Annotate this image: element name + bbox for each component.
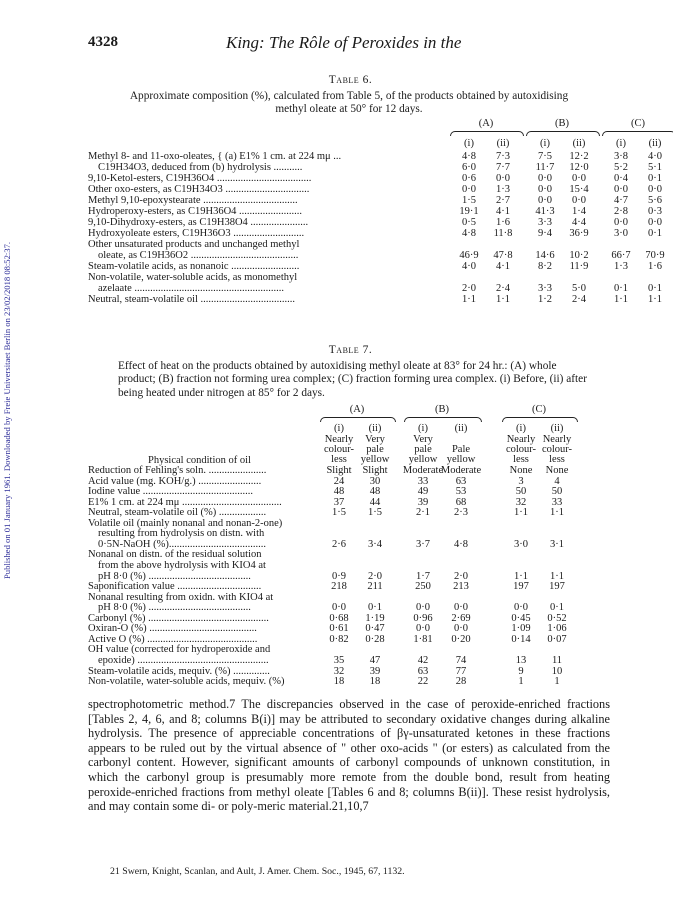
table7-cell: 47	[369, 654, 381, 666]
table7	[88, 404, 610, 689]
table7-condition-cell: less	[331, 454, 347, 466]
table6-cell: 1·3	[496, 184, 510, 195]
table6-cell: 4·8	[462, 151, 476, 162]
table6-cell: 0·0	[648, 184, 662, 195]
table6-cell: 6·0	[462, 162, 476, 173]
table6-group-brace	[450, 131, 524, 136]
table7-cell: 49	[417, 486, 429, 498]
table7-cell: 2·0	[454, 570, 468, 582]
table6-group: (B)	[555, 118, 569, 129]
table6-caption: Table 6.	[328, 74, 373, 86]
table7-condition-cell: Nearly	[324, 434, 354, 445]
table6-cell: 1·1	[462, 294, 476, 305]
table7-cell: 35	[333, 654, 345, 666]
table7-row-label: Oxiran-O (%) .........................................	[88, 623, 257, 635]
table6-cell: 1·5	[462, 195, 476, 206]
table7-cell: 48	[333, 486, 345, 498]
table6-cell: 11·9	[569, 261, 589, 272]
table7-cell: 32	[333, 665, 345, 677]
table7-cell: 0·1	[368, 602, 382, 614]
table7-cell: 2·0	[368, 570, 382, 582]
table6-group: (A)	[478, 118, 494, 129]
table7-subcol-header: (ii)	[550, 423, 564, 434]
table6-cell: 5·0	[572, 283, 586, 294]
table7-row-label: Active O (%) ..........................................	[88, 633, 258, 645]
table6-cell: 11·7	[535, 162, 555, 173]
table6-cell: 0·3	[648, 206, 662, 217]
table7-condition-cell: colour-	[505, 444, 537, 456]
table7-cell: 3·7	[416, 538, 430, 550]
table7-row-label: Physical condition of oil	[148, 454, 251, 466]
table6-cell: 12·0	[569, 162, 589, 173]
table6-row-label: azelaate .........................................................	[98, 283, 285, 294]
table7-cell: 9	[518, 665, 524, 677]
table6-row-label: Methyl 8- and 11-oxo-oleates, { (a) E1% 1 cm. at 224 mμ ...	[88, 151, 342, 162]
table6-cell: 4·1	[496, 261, 510, 272]
table7-cell: 197	[513, 581, 529, 593]
table7-caption: Table 7.	[328, 344, 373, 356]
table6-cell: 1·6	[496, 217, 510, 228]
table7-cell: Slight	[326, 465, 352, 477]
table7-cell: 0·14	[511, 633, 531, 645]
table7-cell: 28	[455, 676, 467, 688]
page-number: 4328	[88, 34, 118, 50]
table6-cell: 3·3	[538, 283, 552, 294]
table6-cell: 0·0	[572, 195, 586, 206]
table7-cell: 0·9	[332, 570, 346, 582]
running-header	[88, 34, 613, 56]
table7-cell: 0·82	[329, 633, 349, 645]
table7-cell: 18	[333, 676, 345, 688]
body-paragraph: spectrophotometric method.7 The discrepancies observed in the case of peroxide-enriched fractions [Tables 2, 4, 6, and 8; columns B(i)] may be attributed to secondary oxidative changes during alkaline hydrolysis. The presence of appreciable concentrations of βγ-unsaturated ketones in these fractions appears to be ruled out by the virtual absence of " other oxo-acids " (or esters) as calculated from the carbonyl content. However, significant amounts of carbonyl compounds of unknown constitution, in which the carbonyl group is presumably more remote from the double bond, result from heating peroxide-enriched fractions from methyl oleate [Tables 6 and 8; columns B(ii)]. These resist hydrolysis, and may contain some di- or poly-meric material.21,10,7	[88, 697, 610, 814]
table7-cell: 1·1	[550, 507, 564, 519]
table7-group-brace	[502, 417, 578, 422]
table7-subcol-header: (i)	[418, 423, 428, 434]
table6-cell: 1·1	[614, 294, 628, 305]
table7-cell: 1·1	[550, 570, 564, 582]
table7-cell: 0·07	[547, 633, 567, 645]
table7-cell: 2·1	[416, 507, 430, 519]
table6-row-label: Hydroperoxy-esters, as C19H36O4 ........................	[88, 206, 303, 217]
table6-subcol-header: (ii)	[648, 138, 662, 149]
table6-cell: 0·1	[648, 173, 662, 184]
table6-cell: 41·3	[535, 206, 555, 217]
table7-cell: 0·0	[454, 602, 468, 614]
download-watermark: Published on 01 January 1961. Downloaded by Freie Universitaet Berlin on 23/02/2018 08:52:37.	[2, 241, 12, 579]
table7-cell: 1·81	[413, 633, 433, 645]
table7-row-label: Volatile oil (mainly nonanal and nonan-2-one)	[88, 517, 283, 529]
table6-cell: 4·0	[648, 151, 662, 162]
table6-cell: 0·0	[538, 184, 552, 195]
table6-cell: 5·6	[648, 195, 662, 206]
table6-cell: 47·8	[493, 250, 513, 261]
table7-cell: 37	[333, 496, 345, 508]
table7-cell: 1	[518, 676, 524, 688]
table6-cell: 1·6	[648, 261, 662, 272]
table7-condition-cell: yellow	[446, 454, 476, 466]
table7-cell: 32	[515, 496, 527, 508]
table6-cell: 7·3	[496, 151, 510, 162]
table7-row-label: epoxide) ..................................................	[98, 654, 269, 666]
table6-group-brace	[526, 131, 600, 136]
table7-condition-cell: Nearly	[542, 434, 572, 445]
table7-cell: 53	[455, 486, 467, 498]
table7-cell: 24	[333, 475, 345, 487]
table6-cell: 15·4	[569, 184, 589, 195]
table6-row-label: Methyl 9,10-epoxystearate ....................................	[88, 195, 298, 206]
table6-cell: 4·7	[614, 195, 628, 206]
table6-cell: 8·2	[538, 261, 552, 272]
table7-row-label: pH 8·0 (%) .......................................	[98, 602, 251, 614]
table7-group-brace	[404, 417, 482, 422]
table7-cell: 3·1	[550, 538, 564, 550]
table7-cell: 213	[453, 581, 469, 593]
table7-cell: 1·09	[511, 623, 531, 635]
table7-description: Effect of heat on the products obtained by autoxidising methyl oleate at 83° for 24 hr.: (A) whole product; (B) fraction not forming urea complex; (C) fraction forming urea complex. (i) Before, (ii) after being heated under nitrogen at 85° for 2 days.	[118, 360, 587, 399]
table6-cell: 1·4	[572, 206, 586, 217]
table6-cell: 1·3	[614, 261, 628, 272]
table7-group: (C)	[532, 404, 546, 415]
table7-condition-cell: pale	[366, 444, 384, 456]
table7-cell: 3	[518, 475, 524, 487]
table7-cell: 63	[455, 475, 467, 487]
table6-row-label: Steam-volatile acids, as nonanoic ..........................	[88, 261, 300, 272]
table6-cell: 0·4	[614, 173, 628, 184]
table7-row-label: Acid value (mg. KOH/g.) ........................	[88, 475, 262, 487]
table7-cell: 39	[417, 496, 429, 508]
table7-cell: 1·19	[365, 612, 385, 624]
table7-cell: 63	[417, 665, 429, 677]
table7-group: (A)	[349, 404, 365, 415]
table6-cell: 36·9	[569, 228, 589, 239]
table7-cell: 3·4	[368, 538, 382, 550]
table7-condition-cell: colour-	[323, 444, 355, 456]
table7-cell: 0·0	[454, 623, 468, 635]
table6-description: Approximate composition (%), calculated from Table 5, of the products obtained by autoxidising methyl oleate at 50° for 12 days.	[129, 90, 569, 116]
table6-cell: 14·6	[535, 250, 555, 261]
table7-condition-cell: less	[549, 454, 565, 466]
table7-cell: 13	[515, 654, 527, 666]
table6-cell: 9·4	[538, 228, 552, 239]
table7-cell: 0·45	[511, 612, 531, 624]
table7-cell: 50	[515, 486, 527, 498]
table7-cell: 33	[417, 475, 429, 487]
table7-cell: 4·8	[454, 538, 468, 550]
table6-cell: 0·0	[538, 195, 552, 206]
table7-cell: 2·3	[454, 507, 468, 519]
table6-row-label: 9,10-Dihydroxy-esters, as C19H38O4 ......................	[88, 217, 309, 228]
table7-cell: 197	[549, 581, 565, 593]
table6-cell: 3·8	[614, 151, 628, 162]
table6-group: (C)	[631, 118, 645, 129]
table7-cell: 1·5	[332, 507, 346, 519]
table7-condition-cell: Pale	[451, 444, 471, 456]
table6-cell: 0·0	[496, 173, 510, 184]
table7-cell: None	[545, 465, 569, 477]
table6-cell: 19·1	[459, 206, 479, 217]
table6-subcol-header: (i)	[464, 138, 474, 149]
table6-subcol-header: (i)	[616, 138, 626, 149]
table7-cell: 44	[369, 496, 381, 508]
table6-cell: 3·3	[538, 217, 552, 228]
table7-cell: Moderate	[402, 465, 444, 477]
table6-cell: 4·8	[462, 228, 476, 239]
table6-row-label: Non-volatile, water-soluble acids, as monomethyl	[88, 272, 298, 283]
table7-cell: 39	[369, 665, 381, 677]
table6-cell: 66·7	[611, 250, 631, 261]
table7-cell: 1·7	[416, 570, 430, 582]
table7-row-label: 0·5N-NaOH (%).....................................	[98, 538, 266, 550]
table7-row-label: Carbonyl (%) ..............................................	[88, 612, 269, 624]
table7-cell: 0·0	[514, 602, 528, 614]
table6-subcol-header: (i)	[540, 138, 550, 149]
table6-cell: 12·2	[569, 151, 589, 162]
table7-row-label: Nonanal on distn. of the residual solution	[88, 549, 262, 561]
table6-row-label: Neutral, steam-volatile oil ....................................	[88, 294, 296, 305]
table6-subcol-header: (ii)	[572, 138, 586, 149]
table6-cell: 0·0	[614, 184, 628, 195]
table7-cell: 211	[367, 581, 383, 593]
table7-cell: 4	[554, 475, 560, 487]
table6-cell: 7·5	[538, 151, 552, 162]
table7-cell: 3·0	[514, 538, 528, 550]
table7-cell: 11	[551, 654, 563, 666]
table7-condition-cell: pale	[414, 444, 432, 456]
table6-cell: 1·1	[648, 294, 662, 305]
table6-row-label: oleate, as C19H36O2 .........................................	[98, 250, 299, 261]
table7-condition-cell: yellow	[408, 454, 438, 466]
table7-row-label: resulting from hydrolysis on distn. with	[98, 528, 265, 540]
table6-cell: 11·8	[493, 228, 513, 239]
table6-cell: 1·1	[496, 294, 510, 305]
table6-row-label: C19H34O3, deduced from (b) hydrolysis ...........	[98, 162, 303, 173]
table6-cell: 0·6	[462, 173, 476, 184]
table7-cell: 0·28	[365, 633, 385, 645]
table7-cell: 0·0	[416, 623, 430, 635]
table7-cell: 33	[551, 496, 563, 508]
table6-cell: 0·1	[648, 283, 662, 294]
table7-cell: 18	[369, 676, 381, 688]
table6-cell: 0·0	[648, 217, 662, 228]
table7-cell: 68	[455, 496, 467, 508]
table6-cell: 10·2	[569, 250, 589, 261]
table7-row-label: pH 8·0 (%) .......................................	[98, 570, 251, 582]
table7-row-label: Neutral, steam-volatile oil (%) ..................	[88, 507, 267, 519]
table6-row-label: Hydroxyoleate esters, C19H36O3 ...........................	[88, 228, 305, 239]
table7-row-label: OH value (corrected for hydroperoxide and	[88, 644, 271, 656]
table6-cell: 2·0	[462, 283, 476, 294]
table7-row-label: Iodine value ..........................................	[88, 486, 254, 498]
table7-subcol-header: (ii)	[368, 423, 382, 434]
table7-row-label: from the above hydrolysis with KIO4 at	[98, 560, 266, 571]
table6-cell: 5·2	[614, 162, 628, 173]
table6-group-brace	[602, 131, 673, 136]
table7-subcol-header: (i)	[516, 423, 526, 434]
table6-cell: 0·0	[538, 173, 552, 184]
table7-cell: 0·0	[332, 602, 346, 614]
table7-row-label: E1% 1 cm. at 224 mμ ......................................	[88, 496, 282, 508]
table7-cell: 1·1	[514, 507, 528, 519]
table7-cell: 30	[369, 475, 381, 487]
table7-cell: 1	[554, 676, 560, 688]
table7-cell: 0·20	[451, 633, 471, 645]
table6-cell: 4·1	[496, 206, 510, 217]
table7-cell: 48	[369, 486, 381, 498]
table6-cell: 2·8	[614, 206, 628, 217]
table7-row-label: Steam-volatile acids, mequiv. (%) ..............	[88, 665, 270, 677]
table6-cell: 0·5	[462, 217, 476, 228]
table7-cell: 250	[415, 581, 431, 593]
table7-condition-cell: yellow	[360, 454, 390, 466]
table6-row-label: Other oxo-esters, as C19H34O3 ................................	[88, 184, 310, 195]
table6-cell: 3·0	[614, 228, 628, 239]
table6-cell: 1·2	[538, 294, 552, 305]
running-title: King: The Rôle of Peroxides in the	[226, 33, 462, 52]
table6-cell: 0·0	[614, 217, 628, 228]
table6-cell: 5·1	[648, 162, 662, 173]
table6-cell: 7·7	[496, 162, 510, 173]
table7-condition-cell: Very	[365, 434, 385, 445]
table6-cell: 4·4	[572, 217, 586, 228]
table7-row-label: Reduction of Fehling's soln. ......................	[88, 465, 267, 477]
table7-group-brace	[320, 417, 396, 422]
table7-cell: 0·61	[329, 623, 349, 635]
table7-condition-cell: Nearly	[506, 434, 536, 445]
table7-group: (B)	[435, 404, 449, 415]
table7-condition-cell: Very	[413, 434, 433, 445]
table6-subcol-header: (ii)	[496, 138, 510, 149]
table7-condition-cell: colour-	[541, 444, 573, 456]
table7-cell: 1·5	[368, 507, 382, 519]
table7-cell: 0·1	[550, 602, 564, 614]
footnote: 21 Swern, Knight, Scanlan, and Ault, J. Amer. Chem. Soc., 1945, 67, 1132.	[110, 866, 405, 877]
table7-condition-cell: less	[513, 454, 529, 466]
table6-cell: 70·9	[645, 250, 665, 261]
table6-cell: 4·0	[462, 261, 476, 272]
table6-row-label: 9,10-Ketol-esters, C19H36O4 ....................................	[88, 173, 312, 184]
table6-cell: 0·0	[572, 173, 586, 184]
table7-cell: None	[509, 465, 533, 477]
table7-subcol-header: (ii)	[454, 423, 468, 434]
table7-cell: 1·1	[514, 570, 528, 582]
table7-cell: 0·68	[329, 612, 349, 624]
table6-row-label: Other unsaturated products and unchanged methyl	[88, 239, 300, 250]
table7-cell: 77	[455, 665, 467, 677]
table7-cell: 0·0	[416, 602, 430, 614]
table7-cell: 218	[331, 581, 347, 593]
table7-cell: 1·06	[547, 623, 567, 635]
table7-cell: 0·52	[547, 612, 567, 624]
table7-cell: 2·6	[332, 538, 346, 550]
table7-subcol-header: (i)	[334, 423, 344, 434]
table7-row-label: Non-volatile, water-soluble acids, mequiv. (%)	[88, 676, 285, 688]
table7-cell: 74	[455, 654, 467, 666]
table6-cell: 2·4	[572, 294, 586, 305]
table7-cell: 10	[551, 665, 563, 677]
table6-cell: 2·4	[496, 283, 510, 294]
table7-cell: 50	[551, 486, 563, 498]
table7-cell: 42	[417, 654, 429, 666]
table7-cell: Moderate	[440, 465, 482, 477]
table7-cell: 22	[417, 676, 429, 688]
table7-cell: Slight	[362, 465, 388, 477]
table7-row-label: Nonanal resulting from oxidn. with KIO4 at	[88, 591, 274, 603]
table6-cell: 46·9	[459, 250, 479, 261]
table6-cell: 0·1	[648, 228, 662, 239]
table6-cell: 0·0	[462, 184, 476, 195]
table7-cell: 0·47	[365, 623, 385, 635]
table7-row-label: Saponification value ................................	[88, 581, 262, 593]
table7-cell: 2·69	[451, 612, 471, 624]
table6-cell: 2·7	[496, 195, 510, 206]
table7-cell: 0·96	[413, 612, 433, 624]
table6-cell: 0·1	[614, 283, 628, 294]
